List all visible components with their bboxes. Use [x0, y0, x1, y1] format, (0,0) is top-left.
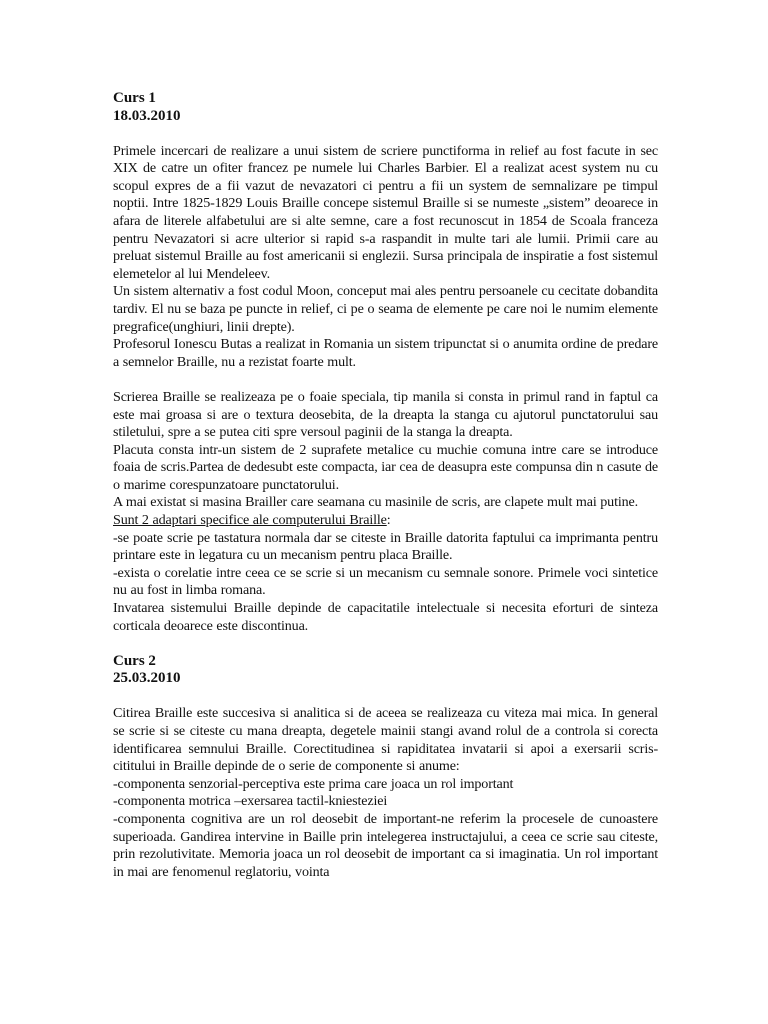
course-1-paragraph-1: Primele incercari de realizare a unui sistem de scriere punctiforma in relief au fost facute in sec XIX de catre un ofiter francez pe numele lui Charles Barbier. El a realizat acest system nu cu scopul expres de a fii vazut de nevazatori ci pentru a fii un system de semnalizare pe timpul noptii. Intre 1825-1829 Louis Braille concepe sistemul Braille si se numeste „sistem” deoarece in afara de literele alfabetului are si alte semne, care a fost recunoscut in 1854 de Scoala franceza pentru Nevazatori si acre ulterior si rapid s-a raspandit in multe tari ale lumii. Primii care au preluat sistemul Braille au fost americanii si englezii. Sursa principala de inspiratie a fost sistemul elemetelor al lui Mendeleev. [113, 142, 658, 282]
underlined-heading-text: Sunt 2 adaptari specifice ale computerului Braille [113, 512, 387, 529]
course-1-date: 18.03.2010 [113, 107, 181, 124]
course-2-date: 25.03.2010 [113, 670, 181, 687]
course-1-paragraph-5: Placuta consta intr-un sistem de 2 suprafete metalice cu muchie comuna intre care se introduce foaia de scris.Partea de dedesubt este compacta, iar cea de deasupra este compunsa din n casute de o marime corespunzatoare punctatorului. [113, 441, 658, 493]
course-1-paragraph-2: Un sistem alternativ a fost codul Moon, conceput mai ales pentru persoanele cu cecitate dobandita tardiv. El nu se baza pe puncte in relief, ci pe o seama de elemente pe care noi le numim elemente pregrafice(unghiuri, linii drepte). [113, 283, 658, 335]
course-2-paragraph-1: Citirea Braille este succesiva si analitica si de aceea se realizeaza cu viteza mai mica. In general se scrie si se citeste cu mana dreapta, degetele mainii stangi avand rolul de a controla si corecta identificarea semnului Braille. Corectitudinea si rapiditatea invatarii si apoi a exersarii scris-cititului in Braille depinde de o serie de componente si anume: [113, 705, 658, 775]
course-2-paragraph-4: -componenta cognitiva are un rol deosebit de important-ne referim la procesele de cunoastere superioada. Gandirea intervine in Baille prin intelegerea instructajului, a ceea ce scrie sau citeste, prin rezolutivitate. Memoria joaca un rol deosebit de important ca si imaginatia. Un rol important in mai are fenomenul reglatoriu, vointa [113, 810, 658, 880]
colon: : [386, 512, 391, 529]
spacer [113, 125, 658, 143]
course-1-paragraph-6: A mai existat si masina Brailler care seamana cu masinile de scris, are clapete mult mai putine. [113, 494, 638, 511]
spacer [113, 371, 658, 389]
course-1-paragraph-8: -se poate scrie pe tastatura normala dar se citeste in Braille datorita faptului ca imprimanta pentru printare este in legatura cu un mecanism pentru placa Braille. [113, 529, 658, 564]
course-1-paragraph-4: Scrierea Braille se realizeaza pe o foaie speciala, tip manila si consta in primul rand in faptul ca este mai groasa si are o textura deosebita, de la dreapta la stanga cu ajutorul punctatorului sau stiletului, spre a se putea citi spre versoul paginii de la stanga la dreapta. [113, 388, 658, 441]
document-page [113, 90, 658, 881]
course-1-paragraph-7 [113, 512, 658, 530]
course-1-paragraph-9: -exista o corelatie intre ceea ce se scrie si un mecanism cu semnale sonore. Primele voci sintetice nu au fost in limba romana. [113, 564, 658, 599]
course-1-paragraph-3: Profesorul Ionescu Butas a realizat in Romania un sistem tripunctat si o anumita ordine de predare a semnelor Braille, nu a rezistat foarte mult. [113, 336, 658, 370]
course-1-paragraph-10: Invatarea sistemului Braille depinde de capacitatile intelectuale si necesita eforturi de sinteza corticala deoarece este discontinua. [113, 600, 658, 634]
course-2-paragraph-3: -componenta motrica –exersarea tactil-kniesteziei [113, 793, 388, 810]
spacer [113, 688, 658, 706]
course-1-title: Curs 1 [113, 90, 156, 106]
course-2-paragraph-2: -componenta senzorial-perceptiva este prima care joaca un rol important [113, 775, 514, 792]
course-2-title: Curs 2 [113, 652, 156, 669]
spacer [113, 635, 658, 653]
